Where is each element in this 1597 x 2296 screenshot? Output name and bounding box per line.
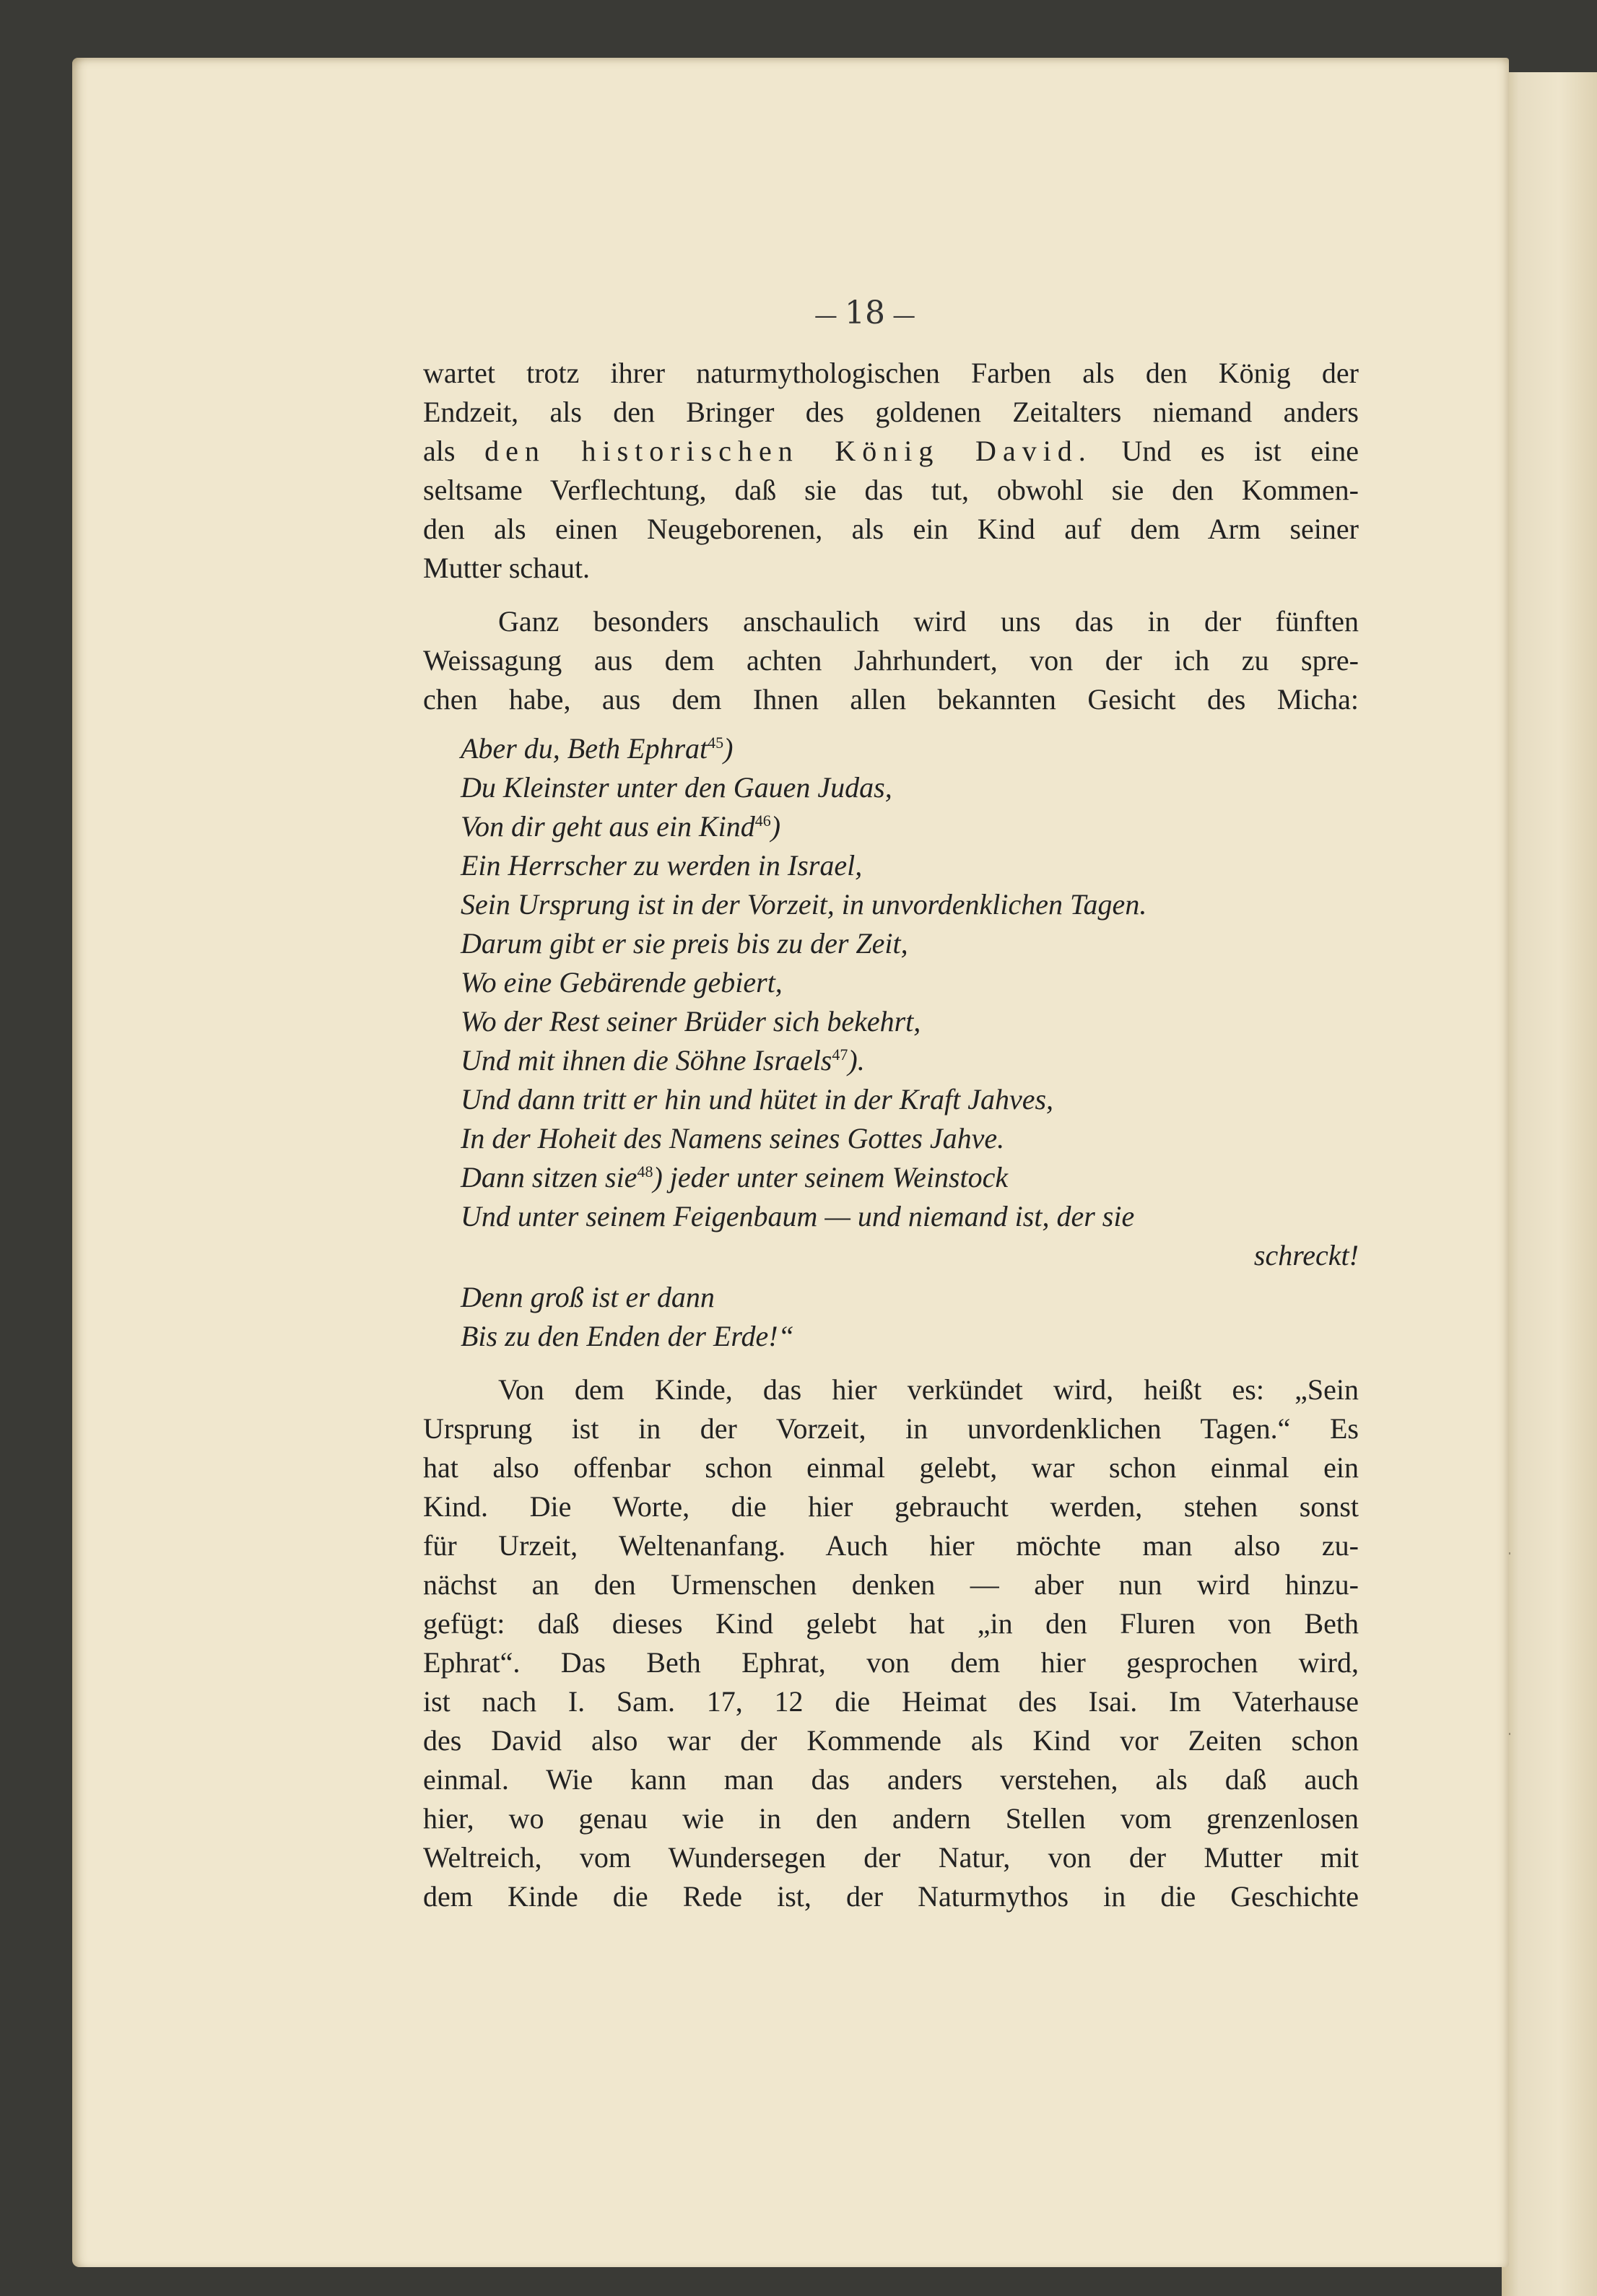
text-line: chen habe, aus dem Ihnen allen bekannten Gesicht des Micha:: [423, 683, 1359, 716]
text-line: Ephrat“. Das Beth Ephrat, von dem hier gesprochen wird,: [423, 1646, 1359, 1679]
next-page-edge: [1502, 72, 1597, 2296]
verse-line-continuation: schreckt!: [1253, 1239, 1359, 1271]
text-line: den als einen Neugeborenen, als ein Kind auf dem Arm seiner: [423, 513, 1359, 545]
verse-line: Sein Ursprung ist in der Vorzeit, in unvordenklichen Tagen.: [461, 888, 1147, 921]
verse-line: Darum gibt er sie preis bis zu der Zeit,: [461, 927, 908, 960]
text-line: für Urzeit, Weltenanfang. Auch hier möchte man also zu-: [423, 1529, 1359, 1562]
verse-line: Wo der Rest seiner Brüder sich bekehrt,: [461, 1005, 921, 1038]
text-line: nächst an den Urmenschen denken — aber nun wird hinzu-: [423, 1568, 1359, 1601]
text-line: gefügt: daß dieses Kind gelebt hat „in den Fluren von Beth: [423, 1607, 1359, 1640]
footnote-ref: 47: [832, 1045, 848, 1064]
text-line: Ursprung ist in der Vorzeit, in unvordenklichen Tagen.“ Es: [423, 1412, 1359, 1445]
text-line: als den historischen König David. Und es ist eine: [423, 435, 1359, 467]
text-line: dem Kinde die Rede ist, der Naturmythos in die Geschichte: [423, 1880, 1359, 1913]
text-line: hat also offenbar schon einmal gelebt, war schon einmal ein: [423, 1451, 1359, 1484]
verse-line: Aber du, Beth Ephrat$^{45}$): [461, 732, 734, 765]
verse-line: Wo eine Gebärende gebiert,: [461, 966, 783, 999]
text-line: seltsame Verflechtung, daß sie das tut, obwohl sie den Kommen-: [423, 474, 1359, 506]
verse-line: Dann sitzen sie$^{48}$) jeder unter seinem Weinstock: [461, 1161, 1009, 1193]
verse-line: In der Hoheit des Namens seines Gottes Jahve.: [461, 1122, 1005, 1154]
text-line: des David also war der Kommende als Kind vor Zeiten schon: [423, 1724, 1359, 1757]
verse-line: Und dann tritt er hin und hütet in der Kraft Jahves,: [461, 1083, 1054, 1116]
text-line: Von dem Kinde, das hier verkündet wird, heißt es: „Sein: [498, 1373, 1359, 1406]
verse-line: Von dir geht aus ein Kind$^{46}$): [461, 810, 781, 843]
text-line: wartet trotz ihrer naturmythologischen Farben als den König der: [423, 357, 1359, 389]
text-line: einmal. Wie kann man das anders verstehen, als daß auch: [423, 1763, 1359, 1796]
text-line: ist nach I. Sam. 17, 12 die Heimat des Isai. Im Vaterhause: [423, 1685, 1359, 1718]
spaced-emphasis: den historischen König David.: [484, 435, 1092, 467]
verse-line: Denn groß ist er dann: [461, 1281, 715, 1313]
footnote-ref: 48: [637, 1162, 653, 1180]
text-line: Kind. Die Worte, die hier gebraucht werden, stehen sonst: [423, 1490, 1359, 1523]
text-line: Mutter schaut.: [423, 552, 591, 584]
dash-left: —: [814, 301, 845, 329]
text-line: Weissagung aus dem achten Jahrhundert, von der ich zu spre-: [423, 644, 1359, 677]
text-line: Weltreich, vom Wundersegen der Natur, von der Mutter mit: [423, 1841, 1359, 1874]
verse-line: Bis zu den Enden der Erde!“: [461, 1320, 794, 1352]
text-line: Endzeit, als den Bringer des goldenen Zeitalters niemand anders: [423, 396, 1359, 428]
verse-line: Du Kleinster unter den Gauen Judas,: [461, 771, 892, 804]
text-line: hier, wo genau wie in den andern Stellen vom grenzenlosen: [423, 1802, 1359, 1835]
footnote-ref: 45: [708, 734, 724, 752]
dash-right: —: [885, 301, 916, 329]
text-line: Ganz besonders anschaulich wird uns das in der fünften: [498, 605, 1359, 638]
verse-line: Und mit ihnen die Söhne Israels$^{47}$).: [461, 1044, 865, 1077]
page-number: — 18 —: [814, 295, 916, 331]
footnote-ref: 46: [754, 812, 771, 830]
verse-line: Und unter seinem Feigenbaum — und niemand ist, der sie: [461, 1200, 1135, 1232]
verse-line: Ein Herrscher zu werden in Israel,: [461, 849, 863, 882]
